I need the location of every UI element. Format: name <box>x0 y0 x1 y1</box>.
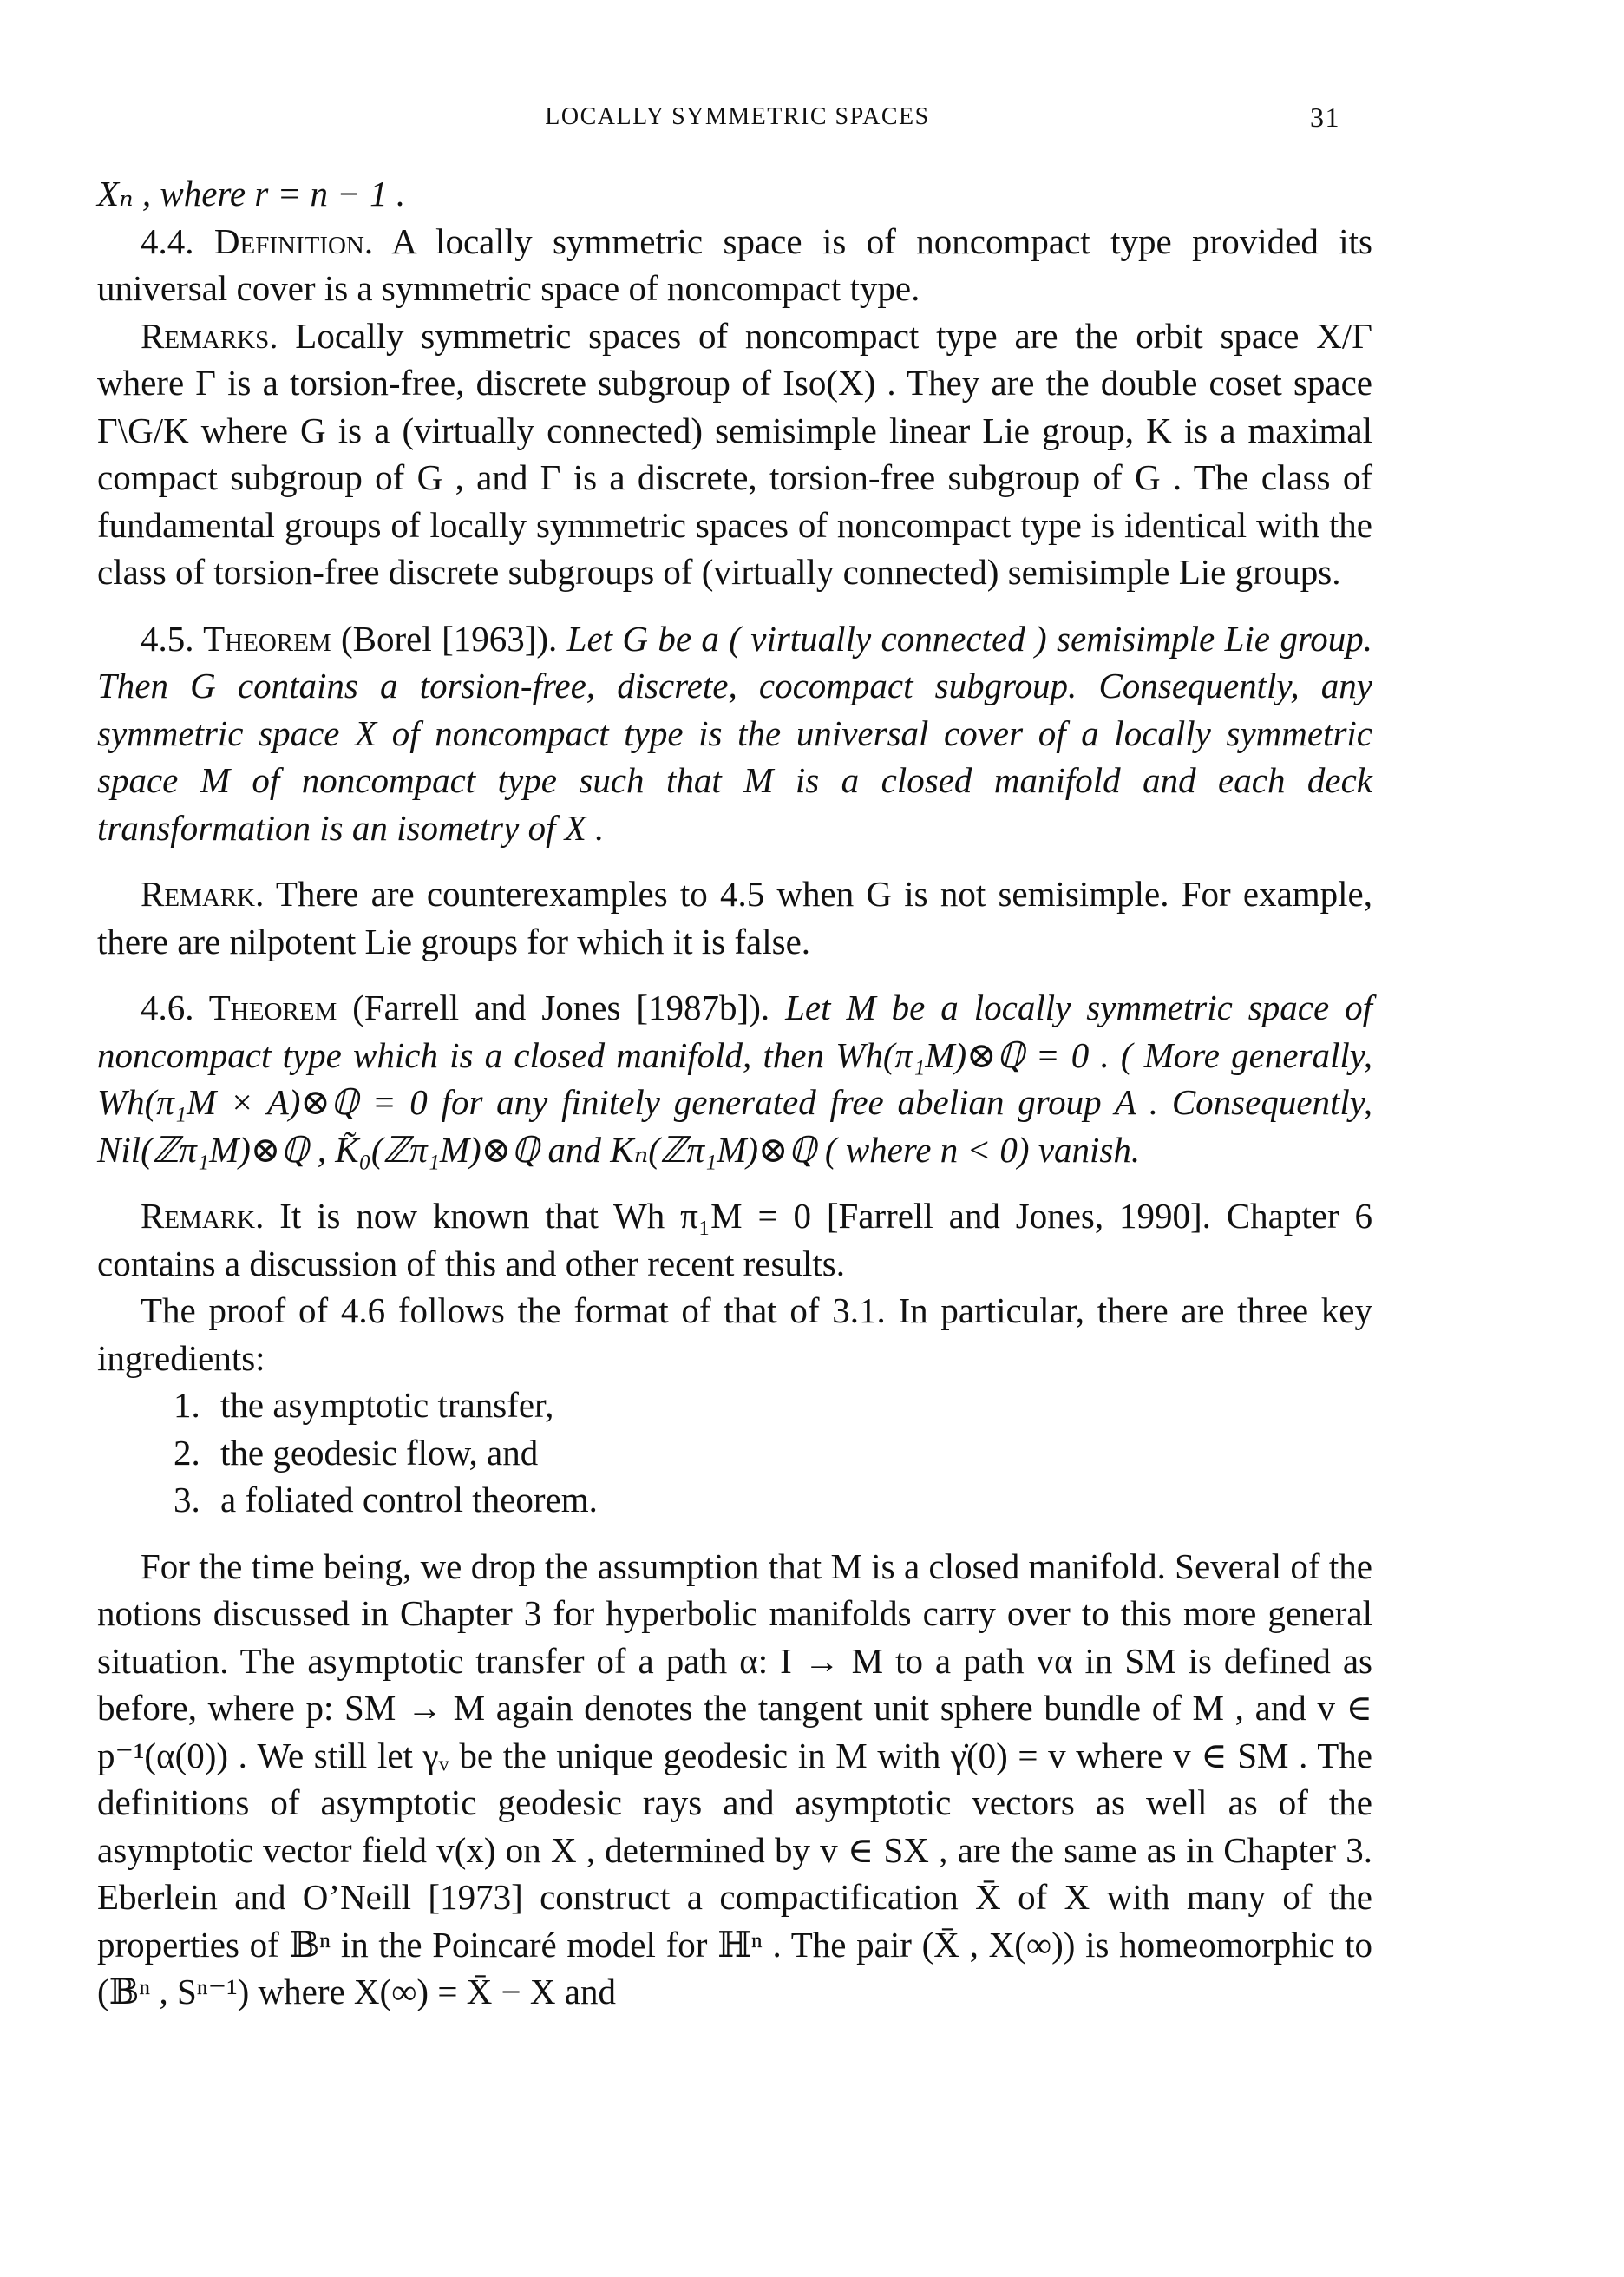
definition-4-4 <box>97 218 1372 312</box>
running-header <box>0 87 1624 133</box>
list-item-number: 3. <box>174 1480 200 1519</box>
list-item <box>97 1381 1372 1429</box>
remark-label: Remark. <box>141 874 265 914</box>
theorem-4-6 <box>97 984 1372 1173</box>
closing-paragraph <box>97 1543 1372 2016</box>
closing-text: For the time being, we drop the assumption that M is a closed manifold. Several of the notions discussed in Chapter 3 for hyperbolic manifolds carry over to this more general situation. The asymptotic transfer of a path α: I → M to a path vα in SM is defined as before, where p: SM → M again denotes the tangent unit sphere bundle of M , and v ∈ p⁻¹(α(0)) . We still let γᵥ be the unique geodesic in M with γ̇(0) = v where v ∈ SM . The definitions of asymptotic geodesic rays and asymptotic vectors as well as of the asymptotic vector field v(x) on X , determined by v ∈ SX , are the same as in Chapter 3. Eberlein and O’Neill [1973] construct a compactification X̄ of X with many of the properties of 𝔹ⁿ in the Poincaré model for ℍⁿ . The pair (X̄ , X(∞)) is homeomorphic to (𝔹ⁿ , Sⁿ⁻¹) where X(∞) = X̄ − X and <box>97 1545 1372 2011</box>
proof-intro-paragraph <box>97 1287 1372 1381</box>
remarks-label: Remarks. <box>141 315 278 356</box>
theorem-citation: (Farrell and Jones [1987b]). <box>352 988 770 1027</box>
proof-intro-text: The proof of 4.6 follows the format of that of 3.1. In particular, there are three key ingredients: <box>97 1290 1372 1378</box>
theorem-label: 4.6. Theorem <box>141 988 337 1027</box>
remarks-text: Locally symmetric spaces of noncompact type are the orbit space X/Γ where Γ is a torsion-free, discrete subgroup of Iso(X) . They are the double coset space Γ\G/K where G is a (virtually connected) semisimple linear Lie group, K is a maximal compact subgroup of G , and Γ is a discrete, torsion-free subgroup of G . The class of fundamental groups of locally symmetric spaces of noncompact type is identical with the class of torsion-free discrete subgroups of (virtually connected) semisimple Lie groups. <box>97 315 1373 592</box>
remark-label: Remark. <box>141 1196 265 1236</box>
continuation-line <box>97 170 1372 218</box>
theorem-citation: (Borel [1963]). <box>340 618 558 659</box>
list-item-text: the geodesic flow, and <box>220 1432 539 1473</box>
continuation-text: Xₙ , where r = n − 1 . <box>97 174 406 213</box>
theorem-label: 4.5. Theorem <box>141 618 331 659</box>
list-item-text: the asymptotic transfer, <box>220 1385 554 1425</box>
remark-paragraph-2 <box>97 1192 1372 1287</box>
list-item-number: 1. <box>174 1385 200 1425</box>
page-number: 31 <box>1310 102 1340 133</box>
theorem-4-5 <box>97 615 1372 852</box>
definition-text: A locally symmetric space is of noncompact type provided its universal cover is a symmetric space of noncompact type. <box>97 220 1372 308</box>
remark-paragraph <box>97 870 1372 965</box>
list-item <box>97 1429 1372 1477</box>
remark-text: It is now known that Wh π₁M = 0 [Farrell and Jones, 1990]. Chapter 6 contains a discussion of this and other recent results. <box>97 1196 1372 1283</box>
page-body <box>97 170 1372 2016</box>
running-title: LOCALLY SYMMETRIC SPACES <box>545 103 930 130</box>
definition-label: 4.4. Definition. <box>141 220 374 261</box>
theorem-text: Let G be a ( virtually connected ) semisimple Lie group. Then G contains a torsion-free, discrete, cocompact subgroup. Consequently, any symmetric space X of noncompact type is the universal cover of a locally symmetric space M of noncompact type such that M is a closed manifold and each deck transformation is an isometry of X . <box>97 618 1373 848</box>
remark-text: There are counterexamples to 4.5 when G is not semisimple. For example, there are nilpotent Lie groups for which it is false. <box>97 874 1372 961</box>
list-item-number: 2. <box>174 1432 200 1473</box>
ingredients-list <box>97 1381 1372 1524</box>
list-item <box>97 1476 1372 1524</box>
list-item-text: a foliated control theorem. <box>220 1480 598 1519</box>
remarks-paragraph <box>97 312 1372 596</box>
theorem-text: Let M be a locally symmetric space of noncompact type which is a closed manifold, then Wh(π₁M)⊗ℚ = 0 . ( More generally, Wh(π₁M × A)⊗ℚ = 0 for any finitely generated free abelian group A . Consequently, Nil(ℤπ₁M)⊗ℚ , K̃₀(ℤπ₁M)⊗ℚ and Kₙ(ℤπ₁M)⊗ℚ ( where n < 0) vanish. <box>97 988 1373 1170</box>
